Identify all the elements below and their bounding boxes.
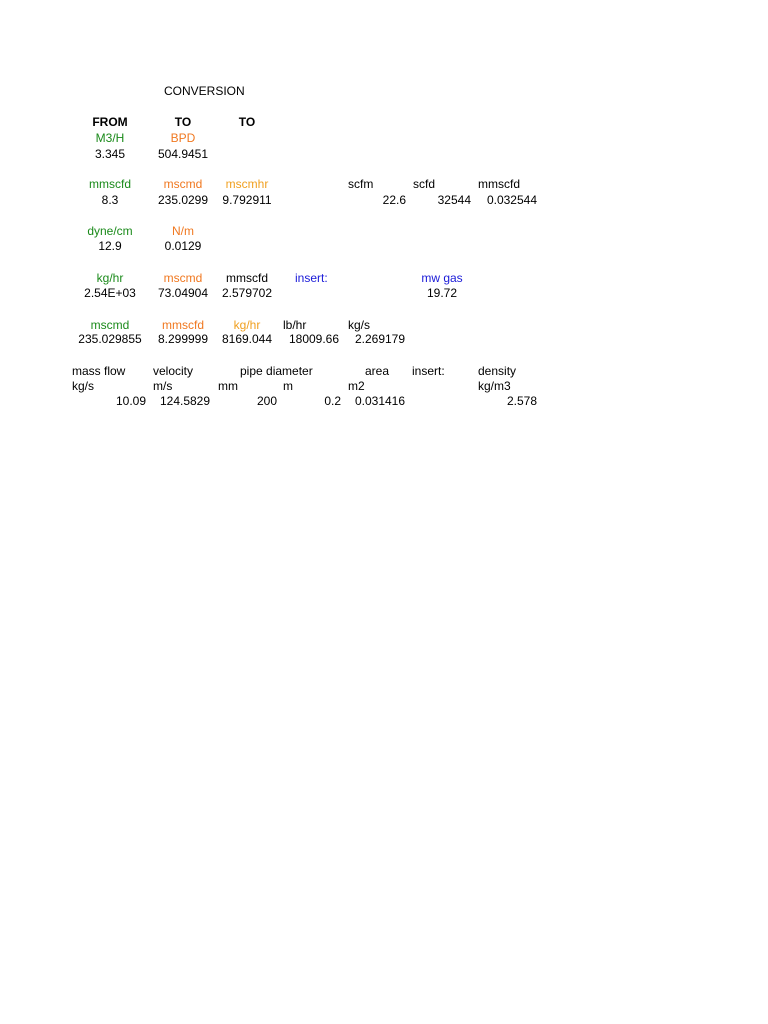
unit-m-s: m/s [153,379,173,393]
value-cell: 8169.044 [221,332,273,346]
header-mmscfd: mmscfd [226,271,268,285]
header-mscmd: mscmd [163,177,203,191]
from-value-cell[interactable]: 3.345 [94,147,126,161]
value-cell: 73.04904 [157,286,209,300]
value-cell[interactable]: 22.6 [382,193,406,207]
header-scfm: scfm [348,177,374,191]
from-label: FROM [92,115,128,129]
header-area: area [365,364,390,378]
header-density: density [478,364,517,378]
header-dyne-cm: dyne/cm [87,224,133,238]
header-mass-flow: mass flow [72,364,126,378]
value-cell: 2.579702 [221,286,273,300]
value-cell: 8.299999 [157,332,209,346]
header-mscmhr: mscmhr [225,177,269,191]
to-value-cell: 504.9451 [157,147,209,161]
mass-flow-input-cell[interactable]: 10.09 [115,394,146,408]
unit-mm: mm [218,379,238,393]
header-mscmd: mscmd [90,318,130,332]
header-scfd: scfd [413,177,436,191]
mw-gas-input-cell[interactable]: 19.72 [426,286,458,300]
sheet-title: CONVERSION [164,84,245,98]
to-label-1: TO [174,115,192,129]
unit-m: m [283,379,293,393]
value-cell: 32544 [437,193,471,207]
from-unit: M3/H [95,131,125,145]
to-label-2: TO [238,115,256,129]
insert-label: insert: [295,271,328,285]
header-velocity: velocity [153,364,194,378]
header-lb-hr: lb/hr [283,318,307,332]
header-mmscfd: mmscfd [89,177,131,191]
value-cell: 0.032544 [486,193,537,207]
value-cell[interactable]: 8.3 [101,193,119,207]
value-cell[interactable]: 2.54E+03 [84,286,136,300]
area-cell: 0.031416 [354,394,406,408]
density-input-cell[interactable]: 2.578 [506,394,537,408]
header-mmscfd-2: mmscfd [478,177,520,191]
velocity-cell: 124.5829 [159,394,211,408]
insert-label: insert: [412,364,445,378]
value-cell[interactable]: 12.9 [98,239,122,253]
value-cell: 0.0129 [164,239,202,253]
header-mmscfd: mmscfd [162,318,204,332]
unit-kg-s: kg/s [72,379,95,393]
value-cell: 2.269179 [354,332,406,346]
diameter-m-cell: 0.2 [324,394,341,408]
header-kg-hr: kg/hr [233,318,261,332]
unit-kg-m3: kg/m3 [478,379,511,393]
header-pipe-diameter: pipe diameter [240,364,313,378]
value-cell: 18009.66 [288,332,340,346]
header-mscmd: mscmd [163,271,203,285]
unit-m2: m2 [348,379,365,393]
pipe-diameter-input-cell[interactable]: 200 [256,394,277,408]
value-cell[interactable]: 235.029855 [78,332,142,346]
value-cell: 9.792911 [222,193,272,207]
header-kg-hr: kg/hr [96,271,124,285]
header-kg-s: kg/s [348,318,371,332]
header-mw-gas: mw gas [421,271,463,285]
header-n-m: N/m [172,224,194,238]
value-cell: 235.0299 [157,193,209,207]
to-unit: BPD [170,131,196,145]
